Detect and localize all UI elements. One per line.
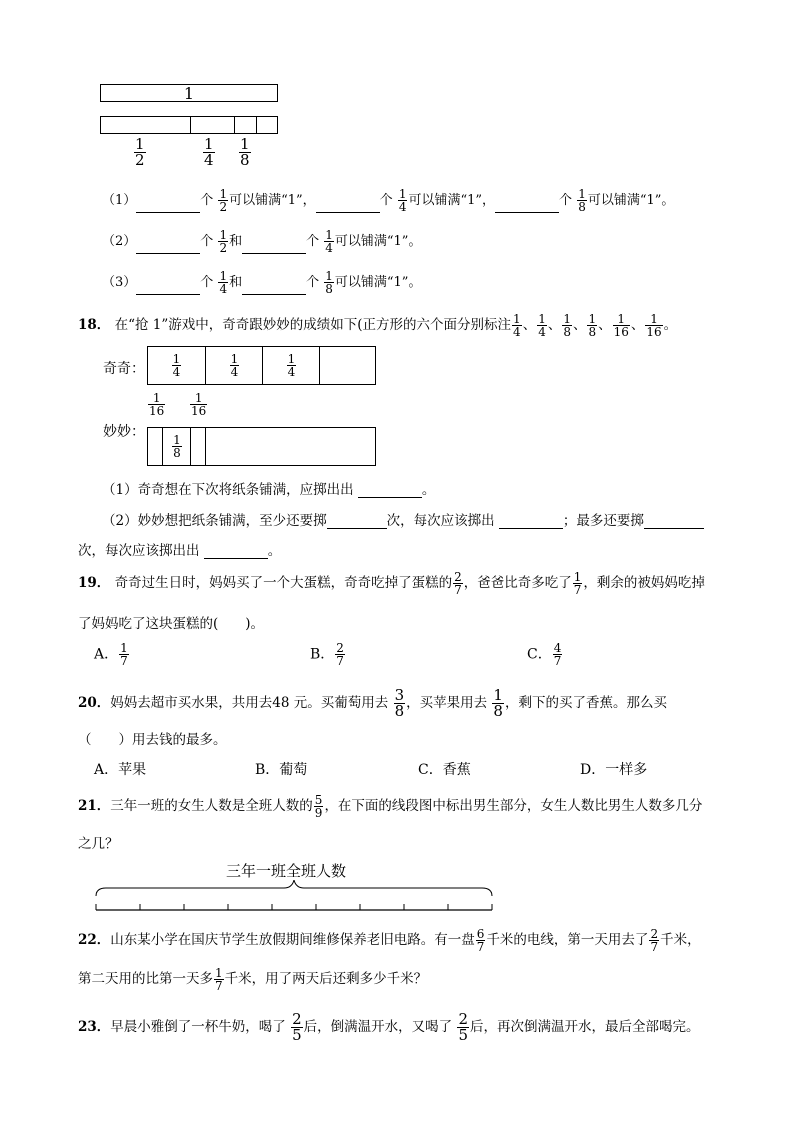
q19-option-a[interactable]: A． $\frac{1}{7}$: [94, 641, 128, 668]
answer-blank[interactable]: [358, 483, 422, 498]
q21-stem: 21．三年一班的女生人数是全班人数的 $\frac{5}{9}$ ，在下面的线段图中标出男生部分，女生人数比男生人数多几分: [78, 793, 703, 820]
q17-part3: （3） 个 $\frac{1}{4}$ 和 个 $\frac{1}{8}$ 可以铺满“1”。: [102, 269, 422, 296]
answer-blank[interactable]: [316, 198, 380, 213]
q22-stem-cont: 第二天用的比第一天多 $\frac{1}{7}$ 千米，用了两天后还剩多少千米？: [78, 966, 428, 993]
q18-stem: 18． 在“抢 1”游戏中，奇奇跟妙妙的成绩如下(正方形的六个面分别标注 $\frac{1}{4}$ 、 $\frac{1}{4}$ 、 $\frac{1}{8}$ 、 $\frac{1}{8}$ 、 $\frac{1}{16}$ 、 $\frac{1}{16}$ 。: [78, 312, 678, 339]
strip-divider: [190, 117, 191, 133]
qiqi-cell: $\frac{1}{4}$: [262, 347, 320, 384]
label-half: $\frac{1}{2}$: [135, 135, 145, 169]
q20-stem-cont: （ ）用去钱的最多。: [78, 732, 227, 748]
miaomiao-strip: [147, 427, 376, 466]
q19-stem: 19． 奇奇过生日时，妈妈买了一个大蛋糕，奇奇吃掉了蛋糕的 $\frac{2}{7}$ ，爸爸比奇多吃了 $\frac{1}{7}$ ，剩余的被妈妈吃掉: [78, 570, 705, 597]
q22-stem: 22．山东某小学在国庆节学生放假期间维修保养老旧电路。有一盘 $\frac{6}{7}$ 千米的电线，第一天用去了 $\frac{2}{7}$ 千米，: [78, 927, 701, 954]
whole-strip-label: 1: [183, 84, 195, 103]
q17-part2: （2） 个 $\frac{1}{2}$ 和 个 $\frac{1}{4}$ 可以铺满“1”。: [102, 228, 422, 255]
q20-option-a[interactable]: A．苹果: [94, 762, 147, 778]
answer-blank[interactable]: [644, 514, 704, 529]
strip-divider: [234, 117, 235, 133]
q20-option-b[interactable]: B．葡萄: [255, 762, 308, 778]
miao-cell: $\frac{1}{8}$: [162, 428, 191, 465]
strip-divider: [256, 117, 257, 133]
q23-stem: 23．早晨小雅倒了一杯牛奶，喝了 $\frac{2}{5}$ 后，倒满温开水，又喝了 $\frac{2}{5}$ 后，再次倒满温开水，最后全部喝完。: [78, 1010, 700, 1044]
whole-strip: [100, 84, 278, 102]
answer-blank[interactable]: [495, 198, 559, 213]
miao-divider: [190, 428, 206, 465]
answer-blank[interactable]: [327, 514, 387, 529]
answer-blank[interactable]: [136, 239, 200, 254]
qiqi-strip: [147, 346, 376, 385]
q18-sub1: （1）奇奇想在下次将纸条铺满，应掷出出 。: [102, 482, 436, 498]
q20-stem: 20．妈妈去超市买水果，共用去48 元。买葡萄用去 $\frac{3}{8}$ ，买苹果用去 $\frac{1}{8}$ ，剩下的买了香蕉。那么买: [78, 686, 667, 720]
answer-blank[interactable]: [242, 239, 306, 254]
q19-option-c[interactable]: C． $\frac{4}{7}$: [527, 641, 562, 668]
qiqi-label: 奇奇：: [103, 361, 145, 377]
answer-blank[interactable]: [136, 280, 200, 295]
qiqi-cell: $\frac{1}{4}$: [172, 352, 181, 379]
miao-above-label: $\frac{1}{16}$: [191, 391, 207, 418]
answer-blank[interactable]: [204, 544, 268, 559]
qiqi-empty-cell: [319, 347, 376, 384]
qiqi-cell: $\frac{1}{4}$: [205, 347, 263, 384]
answer-blank[interactable]: [499, 514, 563, 529]
q21-stem-cont: 之几？: [78, 836, 119, 852]
q20-option-c[interactable]: C．香蕉: [418, 762, 471, 778]
miao-above-label: $\frac{1}{16}$: [149, 391, 165, 418]
q20-option-d[interactable]: D．一样多: [580, 762, 648, 778]
segment-diagram: [92, 880, 496, 914]
answer-blank[interactable]: [136, 198, 200, 213]
fraction-strip: [100, 116, 278, 134]
q17-part1: （1） 个 $\frac{1}{2}$ 可以铺满“1”， 个 $\frac{1}{4}$ 可以铺满“1”， 个 $\frac{1}{8}$ 可以铺满“1”。: [102, 187, 675, 214]
q19-stem-cont: 了妈妈吃了这块蛋糕的( )。: [78, 616, 265, 632]
segment-diagram-label: 三年一班全班人数: [226, 862, 347, 880]
answer-blank[interactable]: [242, 280, 306, 295]
q18-sub2: （2）妙妙想把纸条铺满，至少还要掷 次，每次应该掷出 ；最多还要掷: [102, 509, 704, 529]
q19-option-b[interactable]: B． $\frac{2}{7}$: [310, 641, 344, 668]
miao-empty-cell: [205, 428, 376, 465]
label-quarter: $\frac{1}{4}$: [204, 135, 214, 169]
q18-sub2-cont: 次，每次应该掷出出 。: [78, 543, 282, 559]
miaomiao-label: 妙妙：: [103, 424, 145, 440]
label-eighth: $\frac{1}{8}$: [240, 135, 250, 169]
